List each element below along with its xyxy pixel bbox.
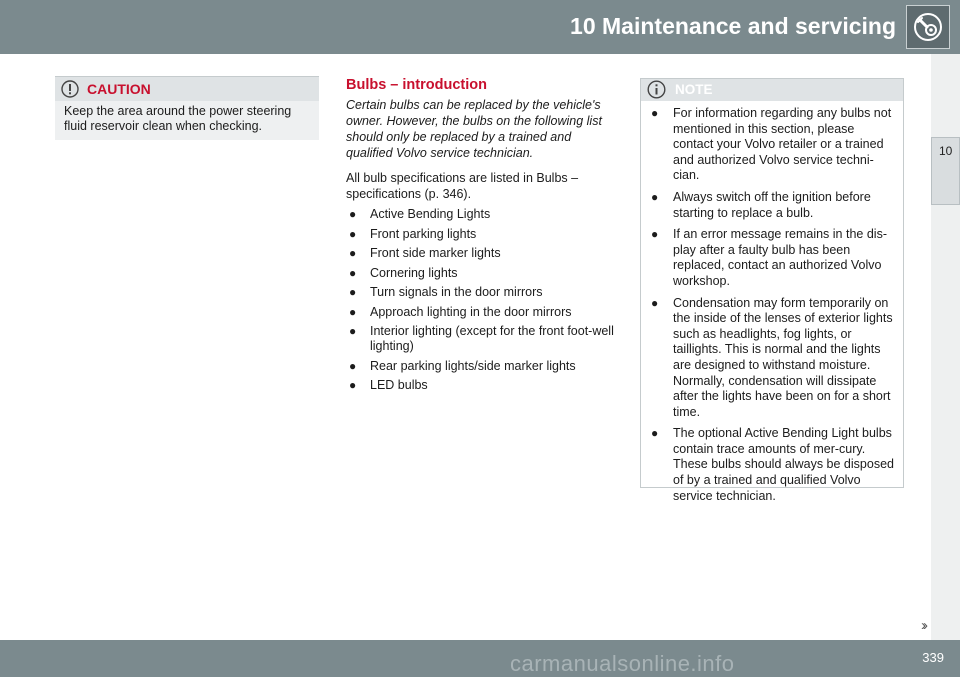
- page-footer: [0, 640, 960, 677]
- list-item: ● The optional Active Bending Light bulbs contain trace amounts of mer-cury. These bulbs should always be disposed of by a trained and qualified Volvo service technician.: [651, 426, 894, 503]
- spec-reference-text: All bulb specifications are listed in Bulbs – specifications (p. 346).: [346, 171, 579, 201]
- chapter-title: 10 Maintenance and servicing: [570, 13, 896, 39]
- note-box: [640, 78, 904, 503]
- bullet-icon: ●: [651, 426, 659, 441]
- next-page-icon[interactable]: ››: [921, 617, 925, 634]
- bullet-icon: ●: [651, 295, 659, 310]
- caution-text: Keep the area around the power steering fluid reservoir clean when checking.: [64, 104, 292, 133]
- bullet-icon: ●: [349, 265, 357, 280]
- bulb-list: [346, 207, 618, 393]
- bullet-icon: ●: [651, 227, 659, 242]
- list-item: ● Active Bending Lights: [349, 207, 491, 221]
- info-icon: [647, 80, 666, 104]
- bullet-icon: ●: [651, 189, 659, 204]
- bullet-icon: ●: [349, 378, 357, 392]
- section-title: Bulbs – introduction: [346, 77, 487, 93]
- note-list: [649, 106, 897, 510]
- caution-box: [55, 76, 319, 140]
- bulbs-introduction-section: [346, 77, 618, 398]
- note-header: [641, 79, 903, 101]
- page-number: 339: [922, 650, 944, 665]
- caution-header: [55, 77, 319, 101]
- exclamation-icon: [61, 80, 79, 103]
- watermark: carmanualsonline.info: [510, 651, 735, 676]
- wrench-gear-icon: [906, 5, 950, 49]
- bullet-icon: ●: [349, 304, 357, 319]
- list-item: ● If an error message remains in the dis-play after a faulty bulb has been replaced, contact an authorized Volvo workshop.: [651, 227, 887, 288]
- bullet-icon: ●: [349, 358, 357, 373]
- list-item: ● Rear parking lights/side marker lights: [349, 358, 576, 373]
- bullet-icon: ●: [349, 246, 357, 260]
- page-header: [0, 0, 960, 54]
- list-item: ● Interior lighting (except for the front foot-well lighting): [349, 324, 614, 353]
- list-item: ● Turn signals in the door mirrors: [349, 285, 543, 299]
- list-item: ● Front side marker lights: [349, 246, 501, 260]
- list-item: ● Cornering lights: [349, 265, 458, 280]
- bullet-icon: ●: [349, 285, 357, 299]
- bullet-icon: ●: [349, 207, 357, 221]
- bullet-icon: ●: [651, 106, 659, 120]
- list-item: ● Approach lighting in the door mirrors: [349, 304, 572, 319]
- list-item: ● LED bulbs: [349, 378, 428, 392]
- list-item: ● Front parking lights: [349, 226, 477, 241]
- bullet-icon: ●: [349, 324, 357, 338]
- chapter-tab-label: 10: [939, 144, 953, 158]
- chapter-tab[interactable]: [931, 137, 960, 205]
- list-item: ● For information regarding any bulbs not mentioned in this section, please contact your Volvo retailer or a trained and authorized Volvo service techni-cian.: [651, 106, 892, 183]
- bullet-icon: ●: [349, 226, 357, 241]
- list-item: ● Always switch off the ignition before starting to replace a bulb.: [651, 189, 871, 220]
- list-item: ● Condensation may form temporarily on the inside of the lenses of exterior lights such as headlights, fog lights, or taillights. This is normal and the lights are designed to withstand moisture. Normally, condensation will dissipate after the lights have been on for a short time.: [651, 295, 893, 419]
- note-title: NOTE: [675, 82, 713, 97]
- caution-title: CAUTION: [87, 81, 151, 97]
- section-intro: Certain bulbs can be replaced by the vehicle's owner. However, the bulbs on the following list should only be replaced by a trained and qualified Volvo service technician.: [346, 98, 602, 160]
